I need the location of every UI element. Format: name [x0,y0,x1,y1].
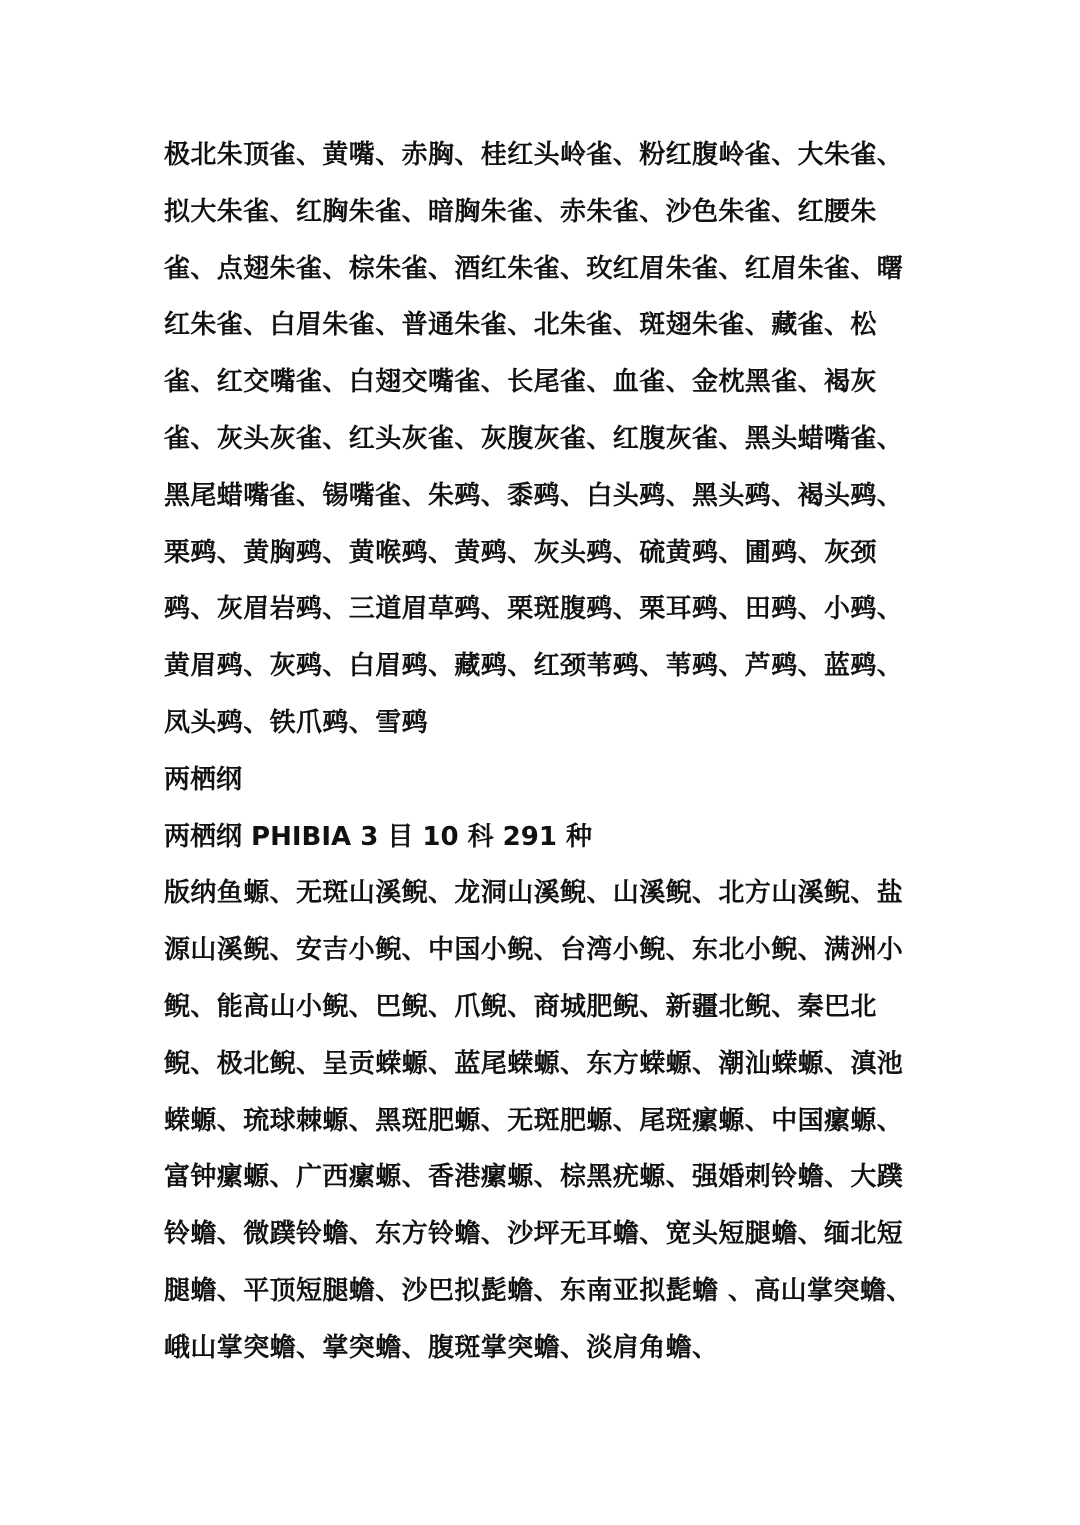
bird-species-list: 极北朱顶雀、黄嘴、赤胸、桂红头岭雀、粉红腹岭雀、大朱雀、拟大朱雀、红胸朱雀、暗胸朱雀、赤朱雀、沙色朱雀、红腰朱雀、点翅朱雀、棕朱雀、酒红朱雀、玫红眉朱雀、红眉朱雀、曙红朱雀、白眉朱雀、普通朱雀、北朱雀、斑翅朱雀、藏雀、松雀、红交嘴雀、白翅交嘴雀、长尾雀、血雀、金枕黑雀、褐灰雀、灰头灰雀、红头灰雀、灰腹灰雀、红腹灰雀、黑头蜡嘴雀、黑尾蜡嘴雀、锡嘴雀、朱鹀、黍鹀、白头鹀、黑头鹀、褐头鹀、栗鹀、黄胸鹀、黄喉鹀、黄鹀、灰头鹀、硫黄鹀、圃鹀、灰颈鹀、灰眉岩鹀、三道眉草鹀、栗斑腹鹀、栗耳鹀、田鹀、小鹀、黄眉鹀、灰鹀、白眉鹀、藏鹀、红颈苇鹀、苇鹀、芦鹀、蓝鹀、凤头鹀、铁爪鹀、雪鹀 [164,140,904,738]
section-title: 两栖纲 [164,764,243,795]
amphibian-species-list: 版纳鱼螈、无斑山溪鲵、龙洞山溪鲵、山溪鲵、北方山溪鲵、盐源山溪鲵、安吉小鲵、中国小鲵、台湾小鲵、东北小鲵、满洲小鲵、能高山小鲵、巴鲵、爪鲵、商城肥鲵、新疆北鲵、秦巴北鲵、极北鲵、呈贡蝾螈、蓝尾蝾螈、东方蝾螈、潮汕蝾螈、滇池蝾螈、琉球棘螈、黑斑肥螈、无斑肥螈、尾斑瘰螈、中国瘰螈、富钟瘰螈、广西瘰螈、香港瘰螈、棕黑疣螈、强婚刺铃蟾、大蹼铃蟾、微蹼铃蟾、东方铃蟾、沙坪无耳蟾、宽头短腿蟾、缅北短腿蟾、平顶短腿蟾、沙巴拟髭蟾、东南亚拟髭蟾 、高山掌突蟾、峨山掌突蟾、掌突蟾、腹斑掌突蟾、淡肩角蟾、 [164,878,913,1363]
section-subtitle: 两栖纲 PHIBIA 3 目 10 科 291 种 [164,821,593,852]
document-page [164,127,924,1377]
